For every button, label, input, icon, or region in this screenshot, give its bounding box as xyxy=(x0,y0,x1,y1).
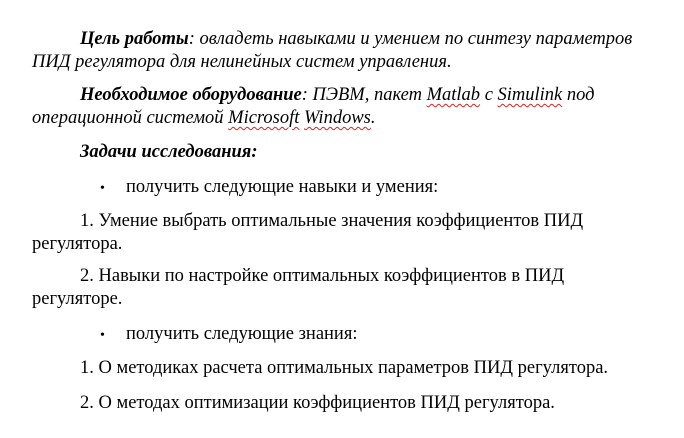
equipment-line-1 xyxy=(32,84,672,107)
equipment-line-2 xyxy=(32,107,672,130)
knowledge-2-text: 2. О методах оптимизации коэффициентов ПИД регулятора. xyxy=(80,393,555,413)
knowledge-item-1 xyxy=(32,357,672,380)
equipment-text-2: с xyxy=(480,85,498,105)
goal-label: Цель работы xyxy=(80,29,189,49)
bullet-item-knowledge xyxy=(100,323,358,347)
equipment-period: . xyxy=(370,108,376,128)
skill-item-1 xyxy=(32,210,672,256)
goal-line-2: ПИД регулятора для нелинейных систем управления. xyxy=(32,52,452,72)
equipment-line-2-prefix: операционной системой xyxy=(32,108,229,128)
windows-word: Windows xyxy=(304,108,371,128)
skill-2-line-1: 2. Навыки по настройке оптимальных коэффициентов в ПИД xyxy=(80,266,565,286)
tasks-heading xyxy=(32,141,672,164)
goal-text-1: : овладеть навыками и умением по синтезу параметров xyxy=(188,29,633,49)
skill-1-line-2: регулятора. xyxy=(32,234,123,254)
bullet-icon: • xyxy=(100,328,105,343)
bullet-item-skills xyxy=(100,176,438,200)
equipment-label: Необходимое оборудование xyxy=(80,85,302,105)
goal-paragraph xyxy=(32,28,672,74)
bullet-skills-text: получить следующие навыки и умения: xyxy=(126,177,439,197)
matlab-word: Matlab xyxy=(426,85,481,105)
knowledge-item-2 xyxy=(32,392,672,415)
skill-1-line-1: 1. Умение выбрать оптимальные значения коэффициентов ПИД xyxy=(80,211,584,231)
skill-item-2 xyxy=(32,265,672,311)
equipment-text-3: под xyxy=(562,85,595,105)
bullet-icon: • xyxy=(100,181,105,196)
bullet-knowledge-text: получить следующие знания: xyxy=(126,324,358,344)
knowledge-1-text: 1. О методиках расчета оптимальных параметров ПИД регулятора. xyxy=(80,358,609,378)
skill-2-line-2: регуляторе. xyxy=(32,289,123,309)
equipment-text-1: : ПЭВМ, пакет xyxy=(301,85,427,105)
microsoft-word: Microsoft xyxy=(228,108,300,128)
equipment-paragraph xyxy=(32,84,672,130)
tasks-heading-text: Задачи исследования: xyxy=(80,142,258,162)
simulink-word: Simulink xyxy=(497,85,563,105)
goal-line-1 xyxy=(32,28,672,51)
